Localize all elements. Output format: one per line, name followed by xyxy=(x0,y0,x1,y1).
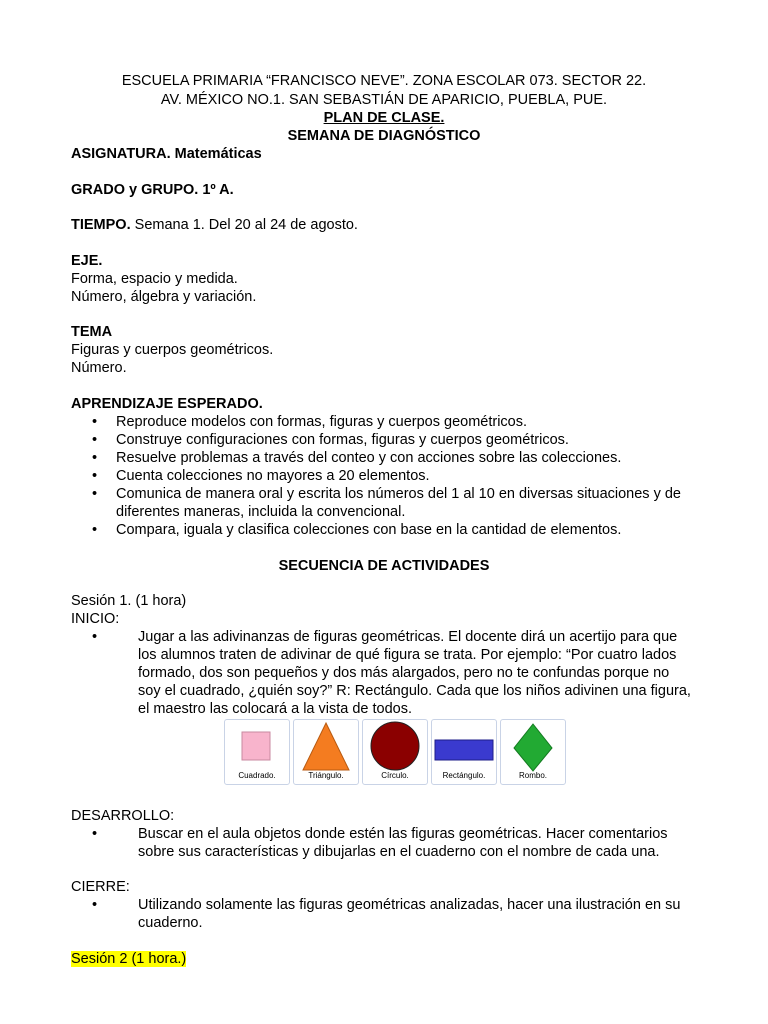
rectangle-icon xyxy=(432,720,496,772)
tema-item: Figuras y cuerpos geométricos. xyxy=(71,342,274,358)
bullet-icon: • xyxy=(92,486,98,502)
triangle-icon xyxy=(294,720,358,772)
grado-grupo: GRADO y GRUPO. 1º A. xyxy=(71,182,234,198)
sesion2-label xyxy=(71,950,186,968)
aprendizaje-item: Construye configuraciones con formas, figuras y cuerpos geométricos. xyxy=(116,432,569,448)
bullet-icon: • xyxy=(92,450,98,466)
tiempo-value: Semana 1. Del 20 al 24 de agosto. xyxy=(130,217,358,233)
shape-label: Círculo. xyxy=(381,771,409,780)
circle-icon xyxy=(363,720,427,772)
sesion1-label: Sesión 1. (1 hora) xyxy=(71,593,187,609)
address-line: AV. MÉXICO NO.1. SAN SEBASTIÁN DE APARICIO, PUEBLA, PUE. xyxy=(160,92,608,108)
aprendizaje-item-cont: diferentes maneras, incluida la convencional. xyxy=(116,504,406,520)
aprendizaje-item: Cuenta colecciones no mayores a 20 elementos. xyxy=(116,468,430,484)
shape-card-rectangle xyxy=(431,719,497,785)
shape-label: Triángulo. xyxy=(308,771,344,780)
cierre-label: CIERRE: xyxy=(71,879,130,895)
square-icon xyxy=(225,720,289,772)
bullet-icon: • xyxy=(92,826,98,842)
school-line: ESCUELA PRIMARIA “FRANCISCO NEVE”. ZONA ESCOLAR 073. SECTOR 22. xyxy=(121,73,647,89)
shape-card-rhombus xyxy=(500,719,566,785)
inicio-line: el maestro las colocará a la vista de todos. xyxy=(138,701,413,717)
bullet-icon: • xyxy=(92,414,98,430)
inicio-line: Jugar a las adivinanzas de figuras geométricas. El docente dirá un acertijo para que xyxy=(138,629,678,645)
aprendizaje-item: Reproduce modelos con formas, figuras y cuerpos geométricos. xyxy=(116,414,528,430)
tema-item: Número. xyxy=(71,360,127,376)
shape-label: Rectángulo. xyxy=(442,771,486,780)
eje-item: Forma, espacio y medida. xyxy=(71,271,238,287)
plan-title xyxy=(0,109,768,127)
asignatura: ASIGNATURA. Matemáticas xyxy=(71,146,262,162)
eje-item: Número, álgebra y variación. xyxy=(71,289,257,305)
tiempo xyxy=(71,216,358,234)
desarrollo-label: DESARROLLO: xyxy=(71,808,175,824)
tema-label: TEMA xyxy=(71,324,113,340)
week-title: SEMANA DE DIAGNÓSTICO xyxy=(287,128,481,144)
shape-card-triangle xyxy=(293,719,359,785)
cierre-line: cuaderno. xyxy=(138,915,203,931)
shape-label: Rombo. xyxy=(518,771,547,780)
shape-label: Cuadrado. xyxy=(238,771,276,780)
tiempo-label: TIEMPO. xyxy=(71,217,131,233)
cierre-line: Utilizando solamente las figuras geométricas analizadas, hacer una ilustración en su xyxy=(138,897,681,913)
plan-title-text: PLAN DE CLASE. xyxy=(323,110,445,126)
inicio-line: formado, dos son pequeños y dos más alargados, pero no te confundas porque no xyxy=(138,665,670,681)
aprendizaje-label: APRENDIZAJE ESPERADO. xyxy=(71,396,263,412)
secuencia-title: SECUENCIA DE ACTIVIDADES xyxy=(278,558,490,574)
desarrollo-line: sobre sus características y dibujarlas en el cuaderno con el nombre de cada una. xyxy=(138,844,660,860)
rhombus-icon xyxy=(501,720,565,772)
bullet-icon: • xyxy=(92,468,98,484)
aprendizaje-item: Resuelve problemas a través del conteo y con acciones sobre las colecciones. xyxy=(116,450,622,466)
bullet-icon: • xyxy=(92,432,98,448)
inicio-line: soy el cuadrado, ¿quién soy?” R: Rectángulo. Cada que los niños adivinen una figura, xyxy=(138,683,691,699)
shapes-image xyxy=(224,719,566,785)
bullet-icon: • xyxy=(92,629,98,645)
bullet-icon: • xyxy=(92,897,98,913)
sesion2-text: Sesión 2 (1 hora.) xyxy=(71,951,187,967)
aprendizaje-item: Compara, iguala y clasifica colecciones con base en la cantidad de elementos. xyxy=(116,522,622,538)
shape-card-circle xyxy=(362,719,428,785)
inicio-line: los alumnos traten de adivinar de qué figura se trata. Por ejemplo: “Por cuatro lados xyxy=(138,647,677,663)
bullet-icon: • xyxy=(92,522,98,538)
aprendizaje-item: Comunica de manera oral y escrita los números del 1 al 10 en diversas situaciones y de xyxy=(116,486,681,502)
inicio-label: INICIO: xyxy=(71,611,120,627)
eje-label: EJE. xyxy=(71,253,103,269)
shape-card-square xyxy=(224,719,290,785)
desarrollo-line: Buscar en el aula objetos donde estén las figuras geométricas. Hacer comentarios xyxy=(138,826,668,842)
